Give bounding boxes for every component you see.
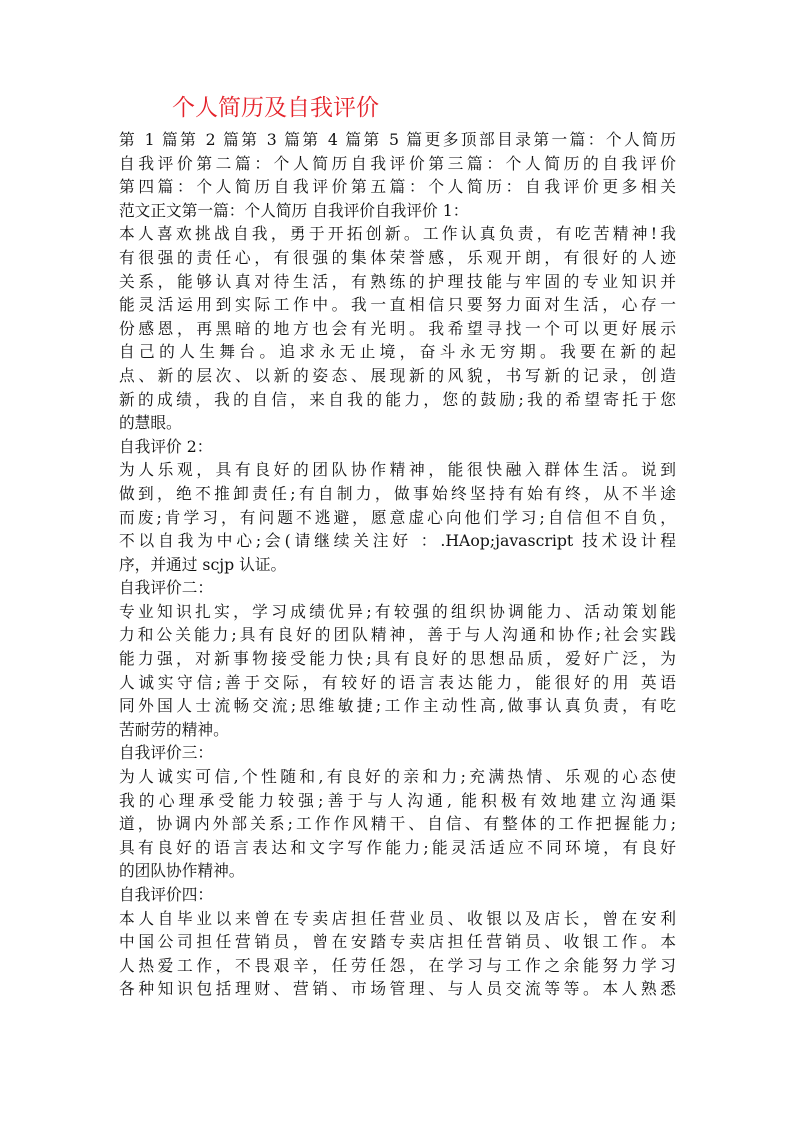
document-title: 个人简历及自我评价 xyxy=(172,95,379,121)
text-line: 具有良好的语言表达和文字写作能力;能灵活适应不同环境，有良好 xyxy=(119,837,676,857)
text-line: 为人诚实可信,个性随和,有良好的亲和力;充满热情、乐观的心态使 xyxy=(119,767,676,787)
text-line: 能灵活运用到实际工作中。我一直相信只要努力面对生活，心存一 xyxy=(119,295,676,315)
text-line: 各种知识包括理财、营销、市场管理、与人员交流等等。本人熟悉 xyxy=(119,979,676,999)
text-line: 不以自我为中心;会(请继续关注好 ：.HAop;javascript 技术设计程 xyxy=(119,531,676,551)
document-body xyxy=(119,128,676,1001)
text-line: 苦耐劳的精神。 xyxy=(119,719,229,739)
text-line: 本人喜欢挑战自我，勇于开拓创新。工作认真负责，有吃苦精神!我 xyxy=(119,224,676,244)
text-line: 自我评价第二篇：个人简历自我评价第三篇：个人简历的自我评价 xyxy=(119,153,676,173)
text-line: 关系，能够认真对待生活，有熟练的护理技能与牢固的专业知识并 xyxy=(119,271,676,291)
text-line: 新的成绩，我的自信，来自我的能力，您的鼓励;我的希望寄托于您 xyxy=(119,389,676,409)
text-line: 力和公关能力;具有良好的团队精神，善于与人沟通和协作;社会实践 xyxy=(119,625,676,645)
text-line: 第四篇：个人简历自我评价第五篇：个人简历：自我评价更多相关 xyxy=(119,177,676,197)
text-line: 而废;肯学习，有问题不逃避，愿意虚心向他们学习;自信但不自负， xyxy=(119,507,676,527)
text-line: 有很强的责任心，有很强的集体荣誉感，乐观开朗，有很好的人迹 xyxy=(119,247,676,267)
text-line: 的慧眼。 xyxy=(119,413,182,433)
text-line: 序，并通过 scjp 认证。 xyxy=(119,554,287,574)
text-line: 人热爱工作，不畏艰辛，任劳任怨，在学习与工作之余能努力学习 xyxy=(119,955,676,975)
section-heading: 自我评价二： xyxy=(119,578,214,598)
text-line: 道，协调内外部关系;工作作风精干、自信、有整体的工作把握能力; xyxy=(119,814,676,834)
text-line: 同外国人士流畅交流;思维敏捷;工作主动性高,做事认真负责，有吃 xyxy=(119,696,676,716)
text-line: 人诚实守信;善于交际，有较好的语言表达能力，能很好的用 英语 xyxy=(119,672,676,692)
text-line: 范文正文第一篇：个人简历 自我评价自我评价 1： xyxy=(119,200,469,220)
text-line: 我的心理承受能力较强;善于与人沟通, 能积极有效地建立沟通渠 xyxy=(119,790,676,810)
text-line: 做到，绝不推卸责任;有自制力，做事始终坚持有始有终，从不半途 xyxy=(119,483,676,503)
text-line: 自己的人生舞台。追求永无止境，奋斗永无穷期。我要在新的起 xyxy=(119,342,676,362)
section-heading: 自我评价三： xyxy=(119,743,214,763)
section-heading: 自我评价四： xyxy=(119,885,214,904)
text-line: 点、新的层次、以新的姿态、展现新的风貌，书写新的记录，创造 xyxy=(119,365,676,385)
text-line: 专业知识扎实，学习成绩优异;有较强的组织协调能力、活动策划能 xyxy=(119,601,676,621)
text-line: 的团队协作精神。 xyxy=(119,861,245,881)
text-line: 能力强，对新事物接受能力快;具有良好的思想品质，爱好广泛，为 xyxy=(119,649,676,669)
text-line: 份感恩，再黑暗的地方也会有光明。我希望寻找一个可以更好展示 xyxy=(119,318,676,338)
text-line: 第 1 篇第 2 篇第 3 篇第 4 篇第 5 篇更多顶部目录第一篇：个人简历 xyxy=(119,130,676,149)
text-line: 中国公司担任营销员，曾在安踏专卖店担任营销员、收银工作。本 xyxy=(119,932,676,952)
text-line: 本人自毕业以来曾在专卖店担任营业员、收银以及店长，曾在安利 xyxy=(119,908,676,928)
text-line: 为人乐观，具有良好的团队协作精神，能很快融入群体生活。说到 xyxy=(119,460,676,480)
section-heading: 自我评价 2： xyxy=(119,436,213,456)
